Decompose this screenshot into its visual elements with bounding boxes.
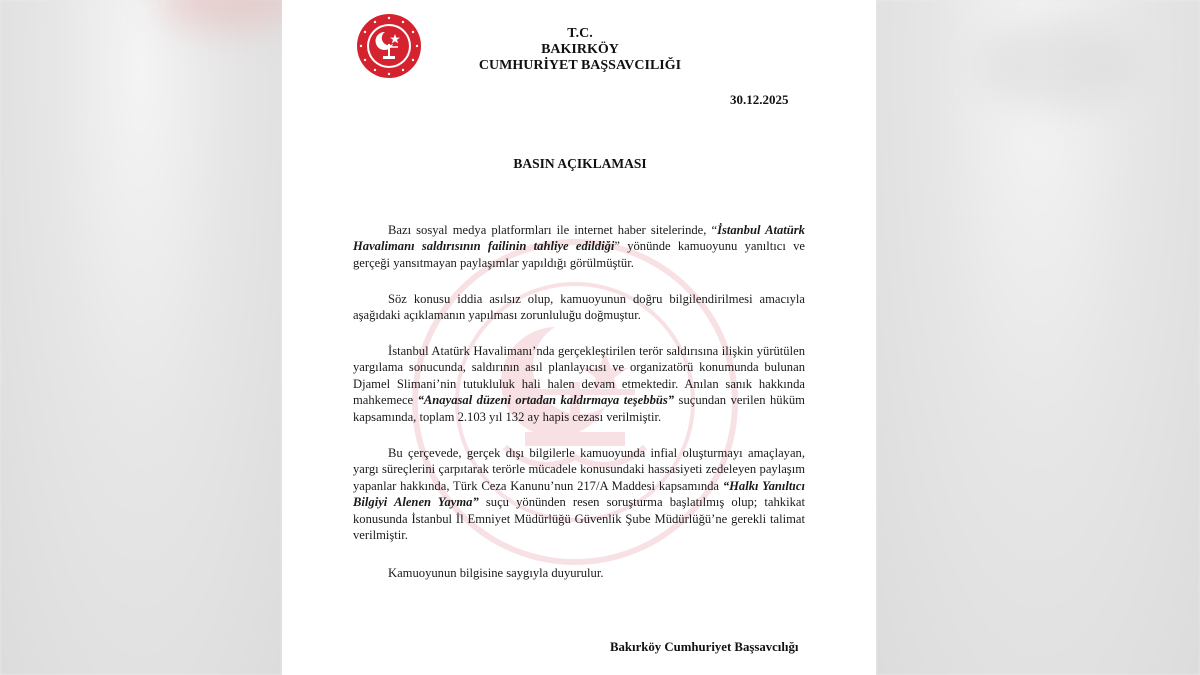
- background-left: [0, 0, 282, 675]
- background-blur: [980, 20, 1140, 110]
- paragraph-4: [353, 445, 805, 543]
- paragraph-1-text-c: ” yönünde kamuoyunu yanıltıcı ve gerçeği yansıtmayan paylaşımlar yapıldığı görülmüştür.: [353, 239, 805, 270]
- paragraph-4-text-a: Bu çerçevede, gerçek dışı bilgilerle kamuoyunda infial oluşturmayı amaçlayan, yargı süreçlerini çarpıtarak terörle mücadele konusundaki hassasiyeti zedeleyen paylaşım yapanlar hakkında, Türk Ceza Kanunu’nun 217/A Maddesi kapsamında: [353, 446, 805, 493]
- paragraph-4-text-c: suçu yönünden resen soruşturma başlatılmış olup; tahkikat konusunda İstanbul İl Emniyet Müdürlüğü Güvenlik Şube Müdürlüğü’ne gerekli talimat verilmiştir.: [353, 495, 805, 543]
- header-line-bakirkoy: BAKIRKÖY: [541, 42, 619, 57]
- paragraph-1: [353, 222, 805, 271]
- paragraph-4-emphasis: “Halkı Yanıltıcı Bilgiyi Alenen Yayma”: [353, 478, 805, 510]
- paragraph-3-emphasis: “Anayasal düzeni ortadan kaldırmaya teşebbüs”: [417, 393, 675, 408]
- paragraph-3-text-a: İstanbul Atatürk Havalimanı’nda gerçekleştirilen terör saldırısına ilişkin yürütülen yargılama sonucunda, saldırının asıl planlayıcısı ve organizatörü konumunda bulunan Djamel Slimani’nin tutukluluk hali halen devam etmektedir. Anılan sanık hakkında mahkemece: [353, 344, 805, 408]
- document-date: 30.12.2025: [730, 92, 789, 107]
- paragraph-2: [353, 291, 805, 324]
- header-line-tc: T.C.: [567, 26, 593, 41]
- paragraph-2-text: Söz konusu iddia asılsız olup, kamuoyunun doğru bilgilendirilmesi amacıyla aşağıdaki açıklamanın yapılması zorunluluğu doğmuştur.: [353, 292, 805, 323]
- paragraph-3-text-c: suçundan verilen hüküm kapsamında, toplam 2.103 yıl 132 ay hapis cezası verilmiştir.: [353, 393, 805, 424]
- document-header: [465, 26, 695, 74]
- paragraph-1-text-a: Bazı sosyal medya platformları ile internet haber sitelerinde, “: [388, 223, 718, 237]
- header-line-office: CUMHURİYET BAŞSAVCILIĞI: [478, 58, 682, 73]
- document-title: BASIN AÇIKLAMASI: [513, 156, 647, 171]
- paragraph-5-text: Kamuoyunun bilgisine saygıyla duyurulur.: [388, 566, 604, 580]
- paragraph-3: [353, 343, 805, 425]
- signature: Bakırköy Cumhuriyet Başsavcılığı: [610, 640, 799, 654]
- paragraph-1-emphasis: İstanbul Atatürk Havalimanı saldırısının failinin tahliye edildiği: [353, 223, 805, 254]
- justice-ministry-seal: [355, 12, 423, 80]
- paragraph-5: [353, 565, 805, 581]
